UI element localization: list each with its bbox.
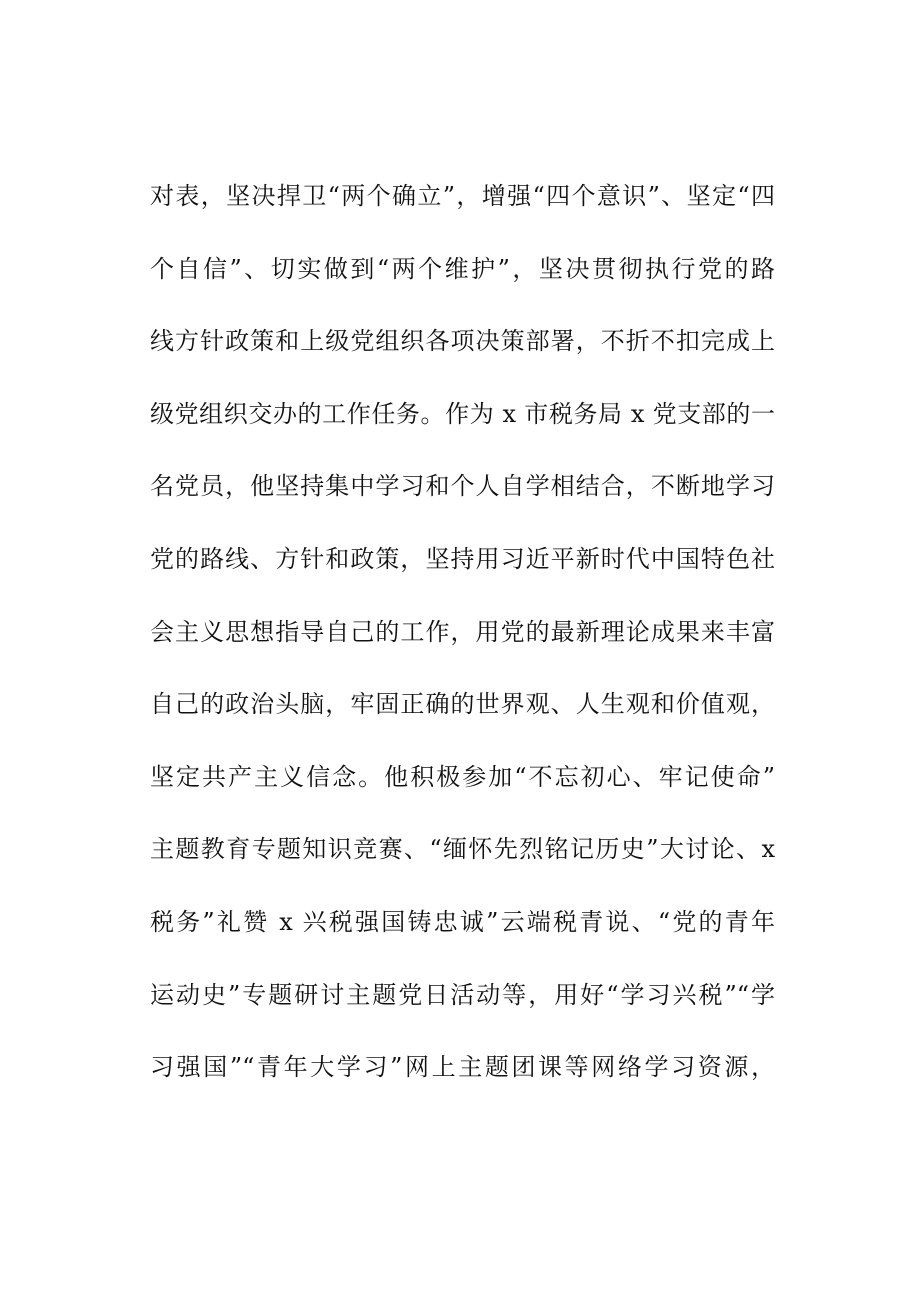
text-line: 个自信”、切实做到“两个维护”，坚决贯彻执行党的路 (150, 254, 775, 283)
text-line: 党的路线、方针和政策，坚持用习近平新时代中国特色社 (150, 544, 775, 573)
body-paragraph (150, 160, 775, 1104)
text-line: 主题教育专题知识竞赛、“缅怀先烈铭记历史”大讨论、x (150, 835, 775, 864)
text-line: 坚定共产主义信念。他积极参加“不忘初心、牢记使命” (150, 762, 775, 791)
text-line: 税务”礼赞 x 兴税强国铸忠诚”云端税青说、“党的青年 (150, 907, 775, 936)
text-line: 级党组织交办的工作任务。作为 x 市税务局 x 党支部的一 (150, 399, 775, 428)
text-line: 名党员，他坚持集中学习和个人自学相结合，不断地学习 (150, 472, 775, 501)
text-line: 运动史”专题研讨主题党日活动等，用好“学习兴税”“学 (150, 980, 775, 1009)
text-line: 自己的政治头脑，牢固正确的世界观、人生观和价值观， (150, 690, 775, 719)
text-line: 线方针政策和上级党组织各项决策部署，不折不扣完成上 (150, 327, 775, 356)
text-line: 会主义思想指导自己的工作，用党的最新理论成果来丰富 (150, 617, 775, 646)
text-line: 习强国”“青年大学习”网上主题团课等网络学习资源， (150, 1053, 775, 1082)
text-line: 对表，坚决捍卫“两个确立”，增强“四个意识”、坚定“四 (150, 182, 775, 210)
